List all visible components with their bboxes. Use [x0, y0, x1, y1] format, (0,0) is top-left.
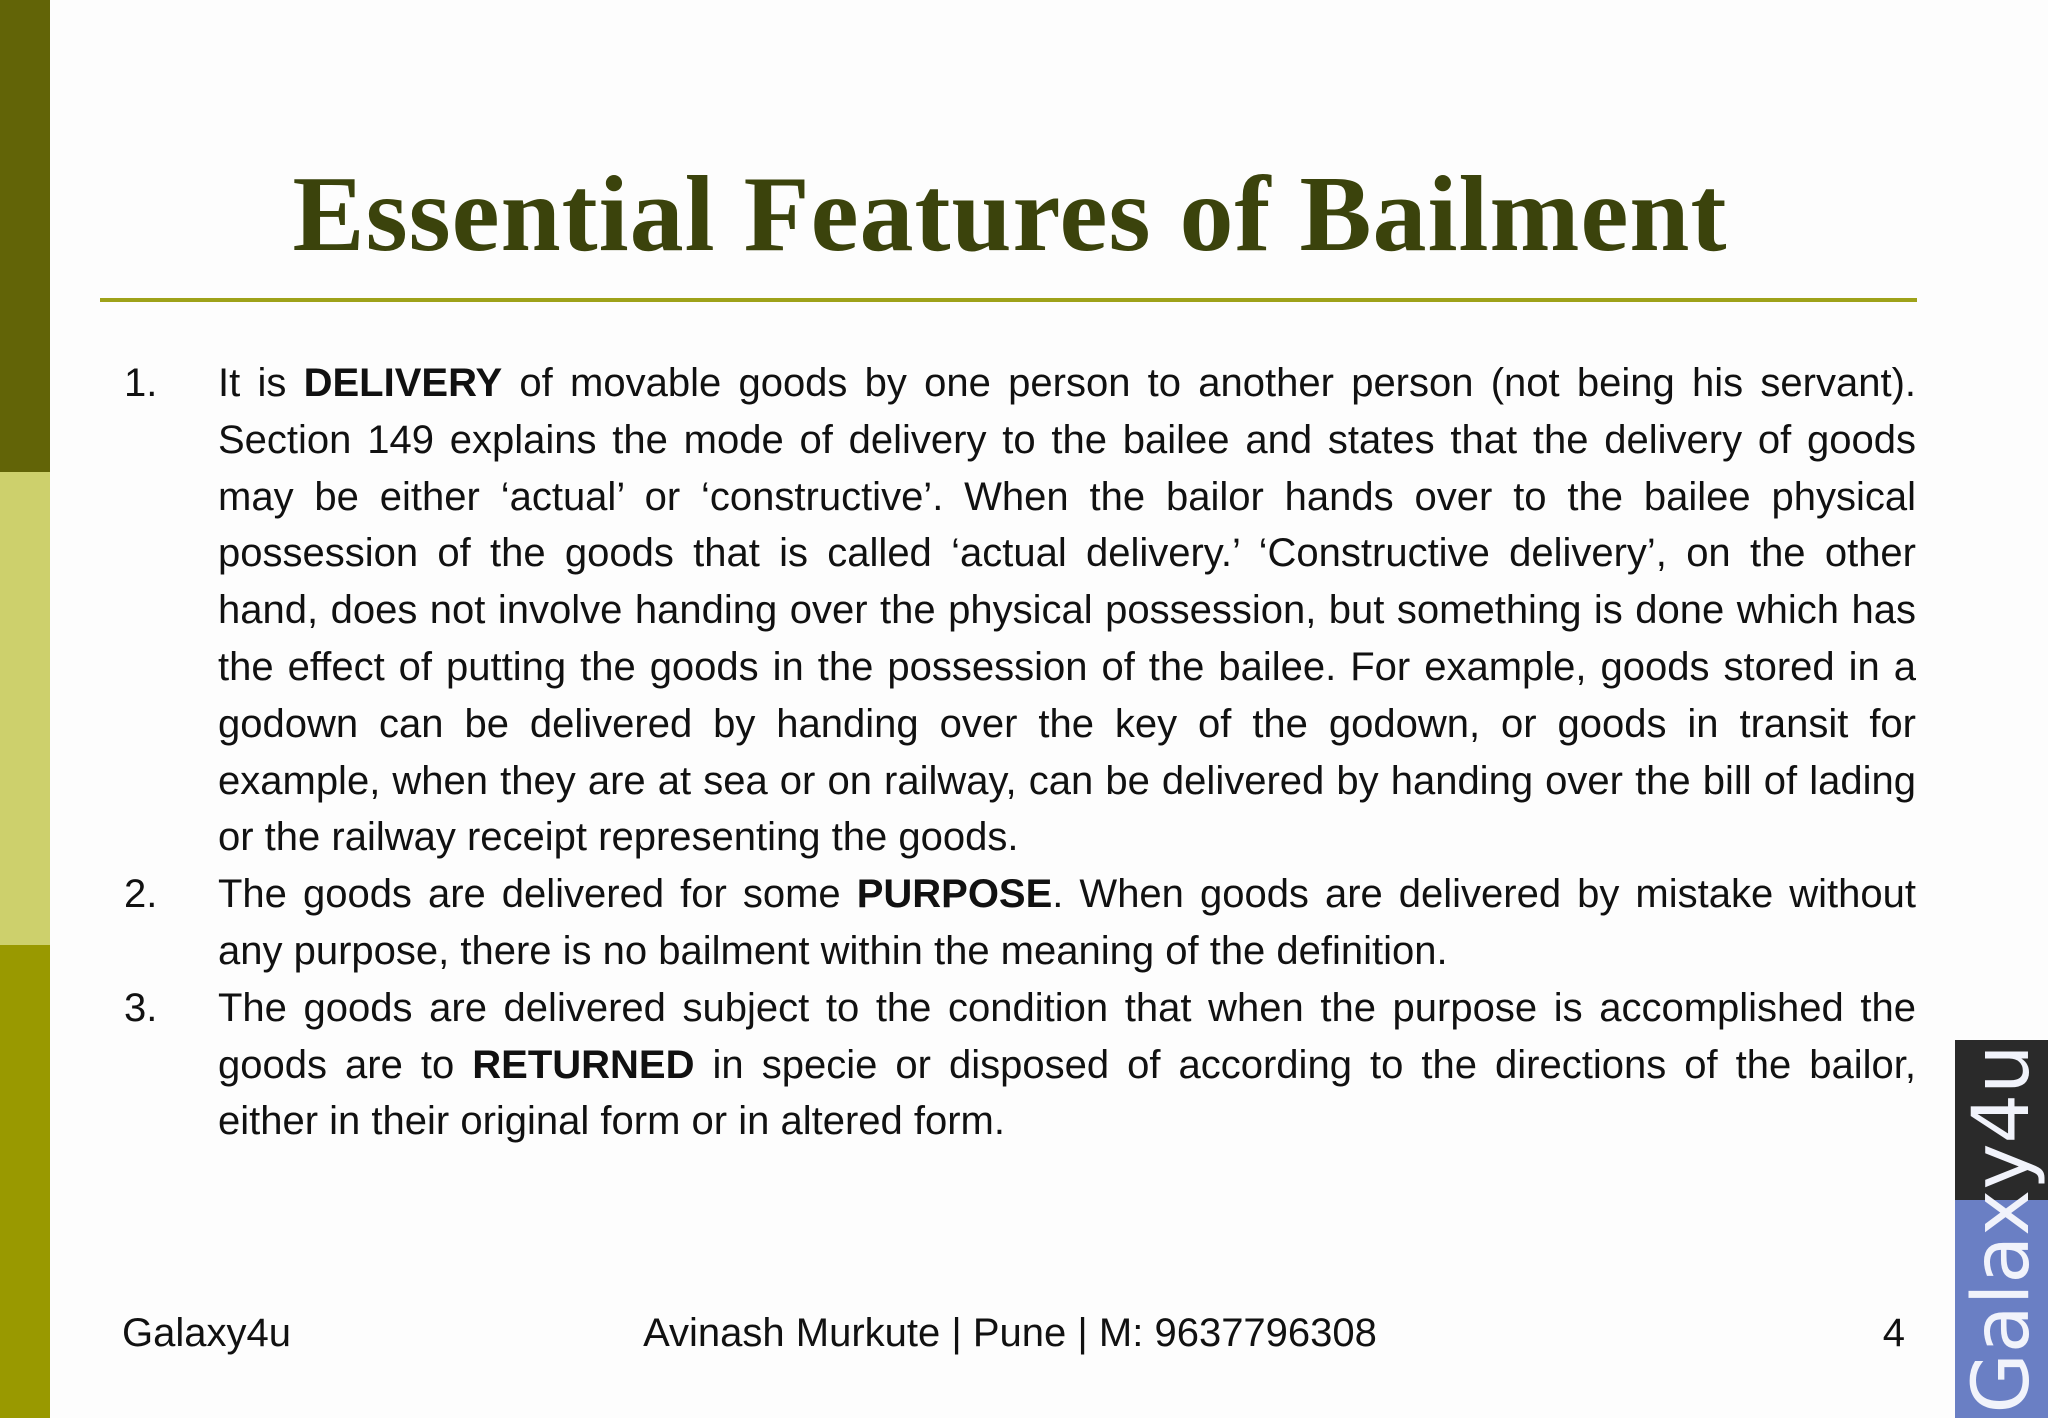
accent-bar-dark-segment	[0, 0, 50, 472]
list-item	[120, 355, 1916, 866]
list-item	[120, 980, 1916, 1150]
galaxy4u-logo	[1955, 1040, 2048, 1418]
list-item-keyword: RETURNED	[472, 1042, 695, 1087]
list-item-text-after: in specie or disposed of according to the directions of the bailor, either in their original form or in altered form.	[218, 1042, 1916, 1144]
list-item	[120, 866, 1916, 980]
slide-title: Essential Features of Bailment	[292, 155, 1728, 274]
list-item-text-after: of movable goods by one person to another person (not being his servant). Section 149 explains the mode of delivery to the bailee and states that the delivery of goods may be either ‘actual’ or ‘constructive’. When the bailor hands over to the bailee physical possession of the goods that is called ‘actual delivery.’ ‘Constructive delivery’, on the other hand, does not involve handing over the physical possession, but something is done which has the effect of putting the goods in the possession of the bailee. For example, goods stored in a godown can be delivered by handing over the key of the godown, or goods in transit for example, when they are at sea or on railway, can be delivered by handing over the bill of lading or the railway receipt representing the goods.	[218, 361, 1916, 860]
list-item-text-after: . When goods are delivered by mistake without any purpose, there is no bailment within the meaning of the definition.	[218, 872, 1916, 973]
list-item-number: 3.	[124, 985, 158, 1030]
list-item-keyword: DELIVERY	[303, 361, 503, 405]
list-item-text-before: It is	[218, 361, 304, 405]
accent-bar-olive-segment	[0, 945, 50, 1418]
list-item-number: 1.	[124, 361, 158, 405]
list-item-number: 2.	[124, 872, 158, 917]
footer-brand: Galaxy4u	[122, 1311, 291, 1355]
footer-author: Avinash Murkute | Pune | M: 9637796308	[643, 1311, 1377, 1355]
page-number: 4	[1882, 1311, 1905, 1355]
logo-text: Galaxy4u	[1956, 1044, 2047, 1414]
list-item-keyword: PURPOSE	[856, 872, 1053, 917]
feature-list	[120, 355, 1916, 1150]
list-item-text-before: The goods are delivered for some	[218, 872, 857, 917]
accent-bar-light-segment	[0, 472, 50, 945]
list-item-text-before: The goods are delivered subject to the condition that when the purpose is accomplished the goods are to	[218, 985, 1916, 1087]
title-divider	[100, 298, 1917, 302]
left-accent-bar	[0, 0, 50, 1418]
